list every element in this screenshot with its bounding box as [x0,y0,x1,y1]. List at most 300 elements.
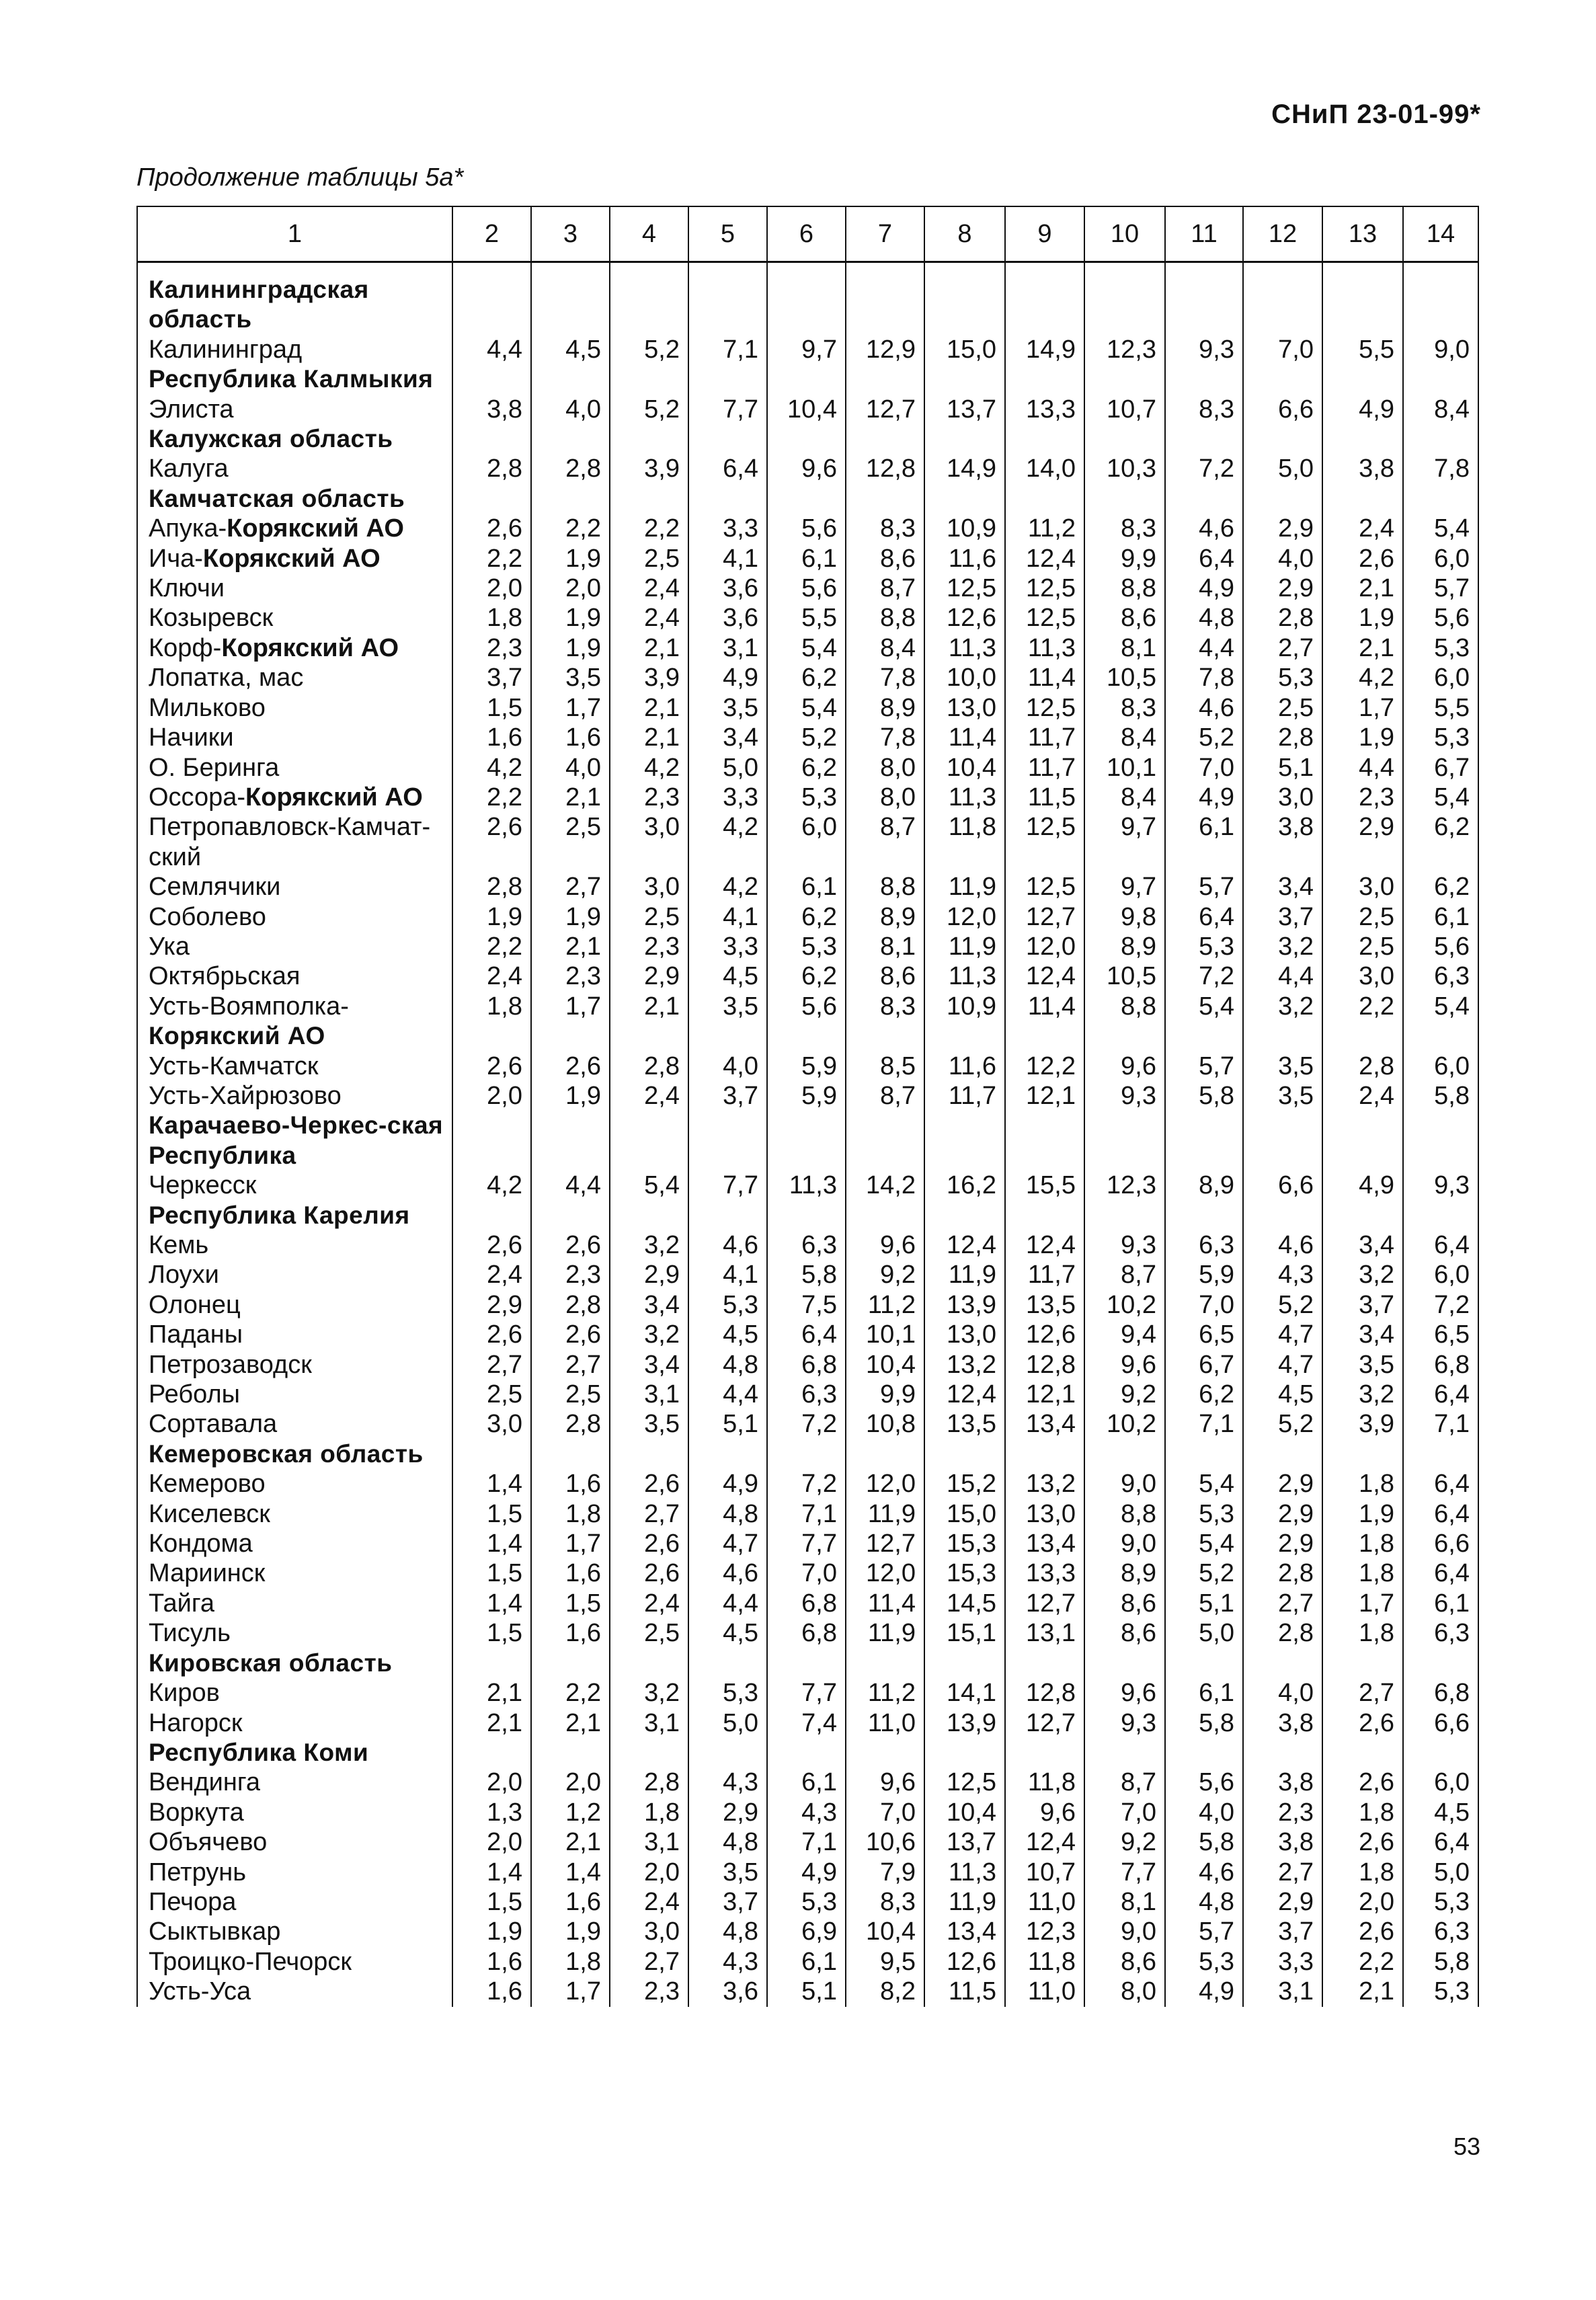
value-cell: 8,8 [846,872,924,902]
value-cell: 6,4 [767,1320,846,1349]
value-cell: 4,7 [1243,1350,1322,1380]
climate-table [136,206,1479,2007]
page-number: 53 [1453,2133,1480,2160]
value-cell: 4,5 [1243,1380,1322,1409]
empty-cell [531,262,610,276]
station-label: Киров [149,1679,220,1708]
value-cell: 10,4 [846,1350,924,1380]
station-label: Мариинск [149,1559,266,1588]
value-cell: 2,8 [531,1409,610,1439]
empty-cell [610,1111,688,1171]
value-cell: 2,6 [452,514,531,543]
table-row [137,872,1478,902]
station-name [137,544,452,573]
value-cell: 3,6 [688,603,767,633]
value-cell: 15,0 [924,335,1005,364]
value-cell: 6,8 [1403,1350,1478,1380]
station-label: Корякский АО [149,1022,325,1050]
value-cell: 12,6 [924,603,1005,633]
empty-cell [846,1021,924,1051]
value-cell: 14,9 [1005,335,1084,364]
table-row [137,753,1478,783]
value-cell: 1,8 [1322,1469,1403,1499]
station-name [137,902,452,932]
station-label: Нагорск [149,1708,243,1737]
value-cell: 11,3 [924,1858,1005,1887]
value-cell: 12,4 [1005,1230,1084,1260]
table-row [137,992,1478,1021]
value-cell: 12,3 [1084,335,1165,364]
value-cell: 3,4 [1322,1320,1403,1349]
value-cell: 4,1 [688,544,767,573]
value-cell: 6,0 [1403,663,1478,692]
station-name [137,1409,452,1439]
column-header: 11 [1165,206,1243,262]
value-cell: 13,4 [1005,1529,1084,1558]
empty-cell [1243,364,1322,394]
value-cell: 4,2 [452,1171,531,1200]
value-cell: 2,6 [610,1558,688,1588]
empty-cell [1084,1649,1165,1678]
value-cell: 5,8 [1403,1081,1478,1111]
value-cell: 9,3 [1403,1171,1478,1200]
value-cell: 11,4 [924,723,1005,752]
value-cell: 3,3 [688,932,767,961]
value-cell: 13,7 [924,395,1005,424]
value-cell: 4,6 [1243,1230,1322,1260]
station-label: Петрунь [149,1858,247,1887]
value-cell: 2,0 [452,1827,531,1857]
value-cell: 3,7 [1322,1290,1403,1320]
value-cell: 1,6 [531,1618,610,1648]
value-cell: 3,9 [610,663,688,692]
value-cell: 11,6 [924,544,1005,573]
value-cell: 10,4 [924,1798,1005,1827]
empty-cell [846,424,924,454]
value-cell: 2,4 [1322,514,1403,543]
value-cell: 6,4 [1403,1469,1478,1499]
value-cell: 2,6 [452,1230,531,1260]
value-cell: 1,9 [531,902,610,932]
value-cell: 4,8 [688,1350,767,1380]
value-cell: 13,1 [1005,1618,1084,1648]
empty-cell [452,1439,531,1469]
empty-cell [767,1439,846,1469]
value-cell: 1,6 [452,723,531,752]
empty-cell [767,1111,846,1171]
value-cell: 4,9 [767,1858,846,1887]
station-label: Семлячики [149,873,281,902]
station-name [137,1618,452,1648]
value-cell: 6,3 [1165,1230,1243,1260]
table-row [137,1469,1478,1499]
region-name [137,1111,452,1171]
value-cell: 5,5 [1322,335,1403,364]
value-cell: 2,2 [610,514,688,543]
value-cell: 6,0 [1403,1052,1478,1081]
value-cell: 3,0 [452,1409,531,1439]
value-cell: 3,8 [1243,1768,1322,1797]
station-label: Республика Карелия [149,1201,410,1229]
value-cell: 6,3 [1403,1618,1478,1648]
station-label: Лоухи [149,1261,219,1290]
empty-cell [610,1649,688,1678]
empty-cell [1322,1649,1403,1678]
value-cell: 4,6 [1165,514,1243,543]
value-cell: 11,7 [1005,753,1084,783]
empty-cell [688,424,767,454]
value-cell: 11,3 [924,633,1005,663]
value-cell: 2,7 [531,872,610,902]
value-cell: 4,9 [1165,573,1243,603]
value-cell: 5,0 [688,753,767,783]
empty-cell [1084,364,1165,394]
value-cell: 3,8 [1243,1827,1322,1857]
value-cell: 5,3 [688,1678,767,1708]
value-cell: 12,4 [924,1380,1005,1409]
empty-cell [137,262,452,276]
value-cell: 12,5 [1005,573,1084,603]
table-row [137,1858,1478,1887]
column-header: 12 [1243,206,1322,262]
empty-cell [1243,262,1322,276]
value-cell: 2,8 [1243,1558,1322,1588]
value-cell: 10,2 [1084,1409,1165,1439]
column-header: 4 [610,206,688,262]
value-cell: 6,2 [1403,812,1478,872]
empty-cell [1005,1649,1084,1678]
table-row [137,1499,1478,1529]
empty-cell [924,262,1005,276]
value-cell: 1,9 [452,902,531,932]
table-row [137,514,1478,543]
value-cell: 7,5 [767,1290,846,1320]
station-name [137,932,452,961]
value-cell: 4,4 [531,1171,610,1200]
empty-cell [531,275,610,335]
value-cell: 10,5 [1084,961,1165,991]
table-row [137,1618,1478,1648]
empty-cell [1322,364,1403,394]
table-row [137,663,1478,692]
value-cell: 6,0 [767,812,846,872]
empty-cell [452,364,531,394]
value-cell: 2,4 [452,1260,531,1290]
value-cell: 3,7 [1243,1917,1322,1946]
empty-cell [1243,1021,1322,1051]
value-cell: 9,6 [1084,1052,1165,1081]
empty-cell [1005,1439,1084,1469]
value-cell: 2,1 [452,1678,531,1708]
table-row [137,693,1478,723]
value-cell: 3,3 [688,783,767,812]
station-label: Апука- [149,514,227,543]
value-cell: 13,0 [924,693,1005,723]
value-cell: 15,0 [924,1499,1005,1529]
value-cell: 4,3 [688,1768,767,1797]
value-cell: 12,1 [1005,1081,1084,1111]
value-cell: 3,5 [688,1858,767,1887]
empty-cell [452,275,531,335]
table-row [137,723,1478,752]
value-cell: 7,0 [1165,1290,1243,1320]
table-row [137,544,1478,573]
value-cell: 11,0 [1005,1887,1084,1917]
value-cell: 4,9 [688,663,767,692]
value-cell: 1,7 [1322,693,1403,723]
empty-cell [531,1439,610,1469]
value-cell: 2,1 [610,992,688,1021]
value-cell: 5,8 [1165,1708,1243,1738]
empty-cell [1084,1439,1165,1469]
value-cell: 1,8 [1322,1558,1403,1588]
value-cell: 3,3 [688,514,767,543]
value-cell: 2,0 [531,1768,610,1797]
value-cell: 11,4 [1005,663,1084,692]
value-cell: 11,2 [1005,514,1084,543]
value-cell: 8,4 [1084,723,1165,752]
table-row [137,633,1478,663]
value-cell: 2,1 [1322,633,1403,663]
station-name [137,961,452,991]
value-cell: 13,0 [1005,1499,1084,1529]
station-label: Мильково [149,693,266,722]
station-label: Лопатка, мас [149,664,304,692]
empty-cell [846,1439,924,1469]
value-cell: 12,5 [1005,693,1084,723]
value-cell: 5,9 [1165,1260,1243,1290]
value-cell: 7,0 [1165,753,1243,783]
empty-cell [610,1738,688,1768]
value-cell: 5,2 [610,335,688,364]
value-cell: 2,1 [610,723,688,752]
value-cell: 8,8 [846,603,924,633]
value-cell: 12,4 [1005,961,1084,991]
empty-cell [846,262,924,276]
station-label: Начики [149,723,234,752]
value-cell: 1,8 [452,603,531,633]
value-cell: 2,6 [452,812,531,872]
value-cell: 11,7 [924,1081,1005,1111]
value-cell: 8,1 [1084,1887,1165,1917]
station-label: Кемь [149,1231,209,1259]
value-cell: 6,1 [767,544,846,573]
value-cell: 3,4 [610,1290,688,1320]
value-cell: 2,5 [610,544,688,573]
value-cell: 7,7 [1084,1858,1165,1887]
value-cell: 5,4 [767,633,846,663]
table-row [137,932,1478,961]
value-cell: 3,2 [1243,932,1322,961]
value-cell: 7,0 [1084,1798,1165,1827]
value-cell: 12,6 [1005,1320,1084,1349]
value-cell: 1,9 [531,1081,610,1111]
value-cell: 2,1 [1322,1977,1403,2006]
value-cell: 6,0 [1403,1768,1478,1797]
value-cell: 11,9 [924,872,1005,902]
value-cell: 13,9 [924,1290,1005,1320]
value-cell: 12,8 [1005,1350,1084,1380]
empty-cell [452,1649,531,1678]
value-cell: 15,2 [924,1469,1005,1499]
value-cell: 2,0 [452,573,531,603]
value-cell: 4,9 [1165,1977,1243,2006]
value-cell: 2,1 [531,1827,610,1857]
value-cell: 6,4 [1403,1499,1478,1529]
value-cell: 7,7 [767,1678,846,1708]
value-cell: 1,6 [452,1977,531,2006]
value-cell: 16,2 [924,1171,1005,1200]
region-group-row [137,484,1478,514]
value-cell: 2,5 [452,1380,531,1409]
value-cell: 2,7 [1243,633,1322,663]
value-cell: 4,8 [688,1499,767,1529]
value-cell: 11,5 [924,1977,1005,2006]
value-cell: 1,9 [452,1917,531,1946]
station-name [137,1230,452,1260]
value-cell: 9,7 [767,335,846,364]
value-cell: 12,4 [1005,544,1084,573]
station-name [137,1081,452,1111]
value-cell: 4,4 [688,1380,767,1409]
station-name [137,1558,452,1588]
empty-cell [767,275,846,335]
value-cell: 15,3 [924,1558,1005,1588]
value-cell: 5,8 [1403,1947,1478,1977]
station-name [137,1947,452,1977]
empty-cell [767,262,846,276]
station-label: Реболы [149,1380,240,1409]
value-cell: 5,9 [767,1081,846,1111]
value-cell: 5,2 [1165,723,1243,752]
empty-cell [1322,275,1403,335]
region-group-row [137,275,1478,335]
value-cell: 2,3 [531,961,610,991]
region-name [137,1201,452,1230]
value-cell: 2,0 [610,1858,688,1887]
value-cell: 1,8 [1322,1858,1403,1887]
table-row [137,1589,1478,1618]
empty-cell [610,424,688,454]
value-cell: 9,4 [1084,1320,1165,1349]
empty-cell [610,1439,688,1469]
value-cell: 5,5 [1403,693,1478,723]
value-cell: 2,5 [1322,902,1403,932]
station-name [137,1678,452,1708]
region-group-row [137,1021,1478,1051]
value-cell: 12,5 [924,573,1005,603]
value-cell: 8,7 [846,573,924,603]
value-cell: 2,2 [1322,992,1403,1021]
empty-cell [452,1738,531,1768]
value-cell: 8,9 [1084,932,1165,961]
empty-cell [452,1201,531,1230]
region-name [137,424,452,454]
value-cell: 1,6 [531,723,610,752]
value-cell: 5,6 [767,573,846,603]
value-cell: 9,3 [1084,1081,1165,1111]
value-cell: 2,5 [1322,932,1403,961]
spacer-row [137,262,1478,276]
value-cell: 8,5 [846,1052,924,1081]
value-cell: 6,3 [767,1380,846,1409]
empty-cell [610,275,688,335]
station-label: Республика Калмыкия [149,365,434,393]
value-cell: 10,9 [924,992,1005,1021]
value-cell: 5,4 [767,693,846,723]
value-cell: 11,0 [846,1708,924,1738]
station-label: Сортавала [149,1410,278,1439]
value-cell: 3,0 [1322,872,1403,902]
empty-cell [1165,1649,1243,1678]
station-label: Петропавловск-Камчат-ский [149,813,431,871]
station-name [137,1290,452,1320]
station-label: Калуга [149,454,229,483]
value-cell: 2,6 [531,1052,610,1081]
empty-cell [846,1201,924,1230]
value-cell: 5,0 [688,1708,767,1738]
value-cell: 7,1 [767,1499,846,1529]
value-cell: 4,9 [688,1469,767,1499]
region-group-row [137,1439,1478,1469]
value-cell: 7,2 [1403,1290,1478,1320]
table-header-row [137,206,1478,262]
value-cell: 4,3 [688,1947,767,1977]
table-row [137,1290,1478,1320]
value-cell: 6,7 [1403,753,1478,783]
value-cell: 2,6 [452,1052,531,1081]
value-cell: 2,8 [1243,723,1322,752]
value-cell: 8,6 [1084,603,1165,633]
empty-cell [846,1649,924,1678]
value-cell: 11,5 [1005,783,1084,812]
value-cell: 5,4 [1165,1529,1243,1558]
value-cell: 13,9 [924,1708,1005,1738]
value-cell: 2,5 [531,1380,610,1409]
value-cell: 12,9 [846,335,924,364]
table-row [137,1558,1478,1588]
value-cell: 2,8 [531,454,610,483]
value-cell: 2,3 [610,783,688,812]
empty-cell [767,1201,846,1230]
value-cell: 10,8 [846,1409,924,1439]
table-row [137,1350,1478,1380]
value-cell: 6,3 [1403,1917,1478,1946]
value-cell: 2,4 [610,603,688,633]
empty-cell [846,1111,924,1171]
value-cell: 12,5 [1005,603,1084,633]
value-cell: 13,5 [1005,1290,1084,1320]
empty-cell [1322,424,1403,454]
value-cell: 2,5 [610,902,688,932]
value-cell: 1,2 [531,1798,610,1827]
value-cell: 2,9 [1243,1529,1322,1558]
value-cell: 3,3 [1243,1947,1322,1977]
empty-cell [1005,275,1084,335]
value-cell: 5,3 [767,1887,846,1917]
column-header: 10 [1084,206,1165,262]
value-cell: 11,4 [1005,992,1084,1021]
value-cell: 8,3 [1165,395,1243,424]
station-name [137,1589,452,1618]
empty-cell [531,364,610,394]
value-cell: 3,5 [531,663,610,692]
value-cell: 9,6 [846,1230,924,1260]
empty-cell [1403,1111,1478,1171]
value-cell: 2,9 [1243,1499,1322,1529]
value-cell: 4,8 [1165,603,1243,633]
value-cell: 3,0 [1322,961,1403,991]
